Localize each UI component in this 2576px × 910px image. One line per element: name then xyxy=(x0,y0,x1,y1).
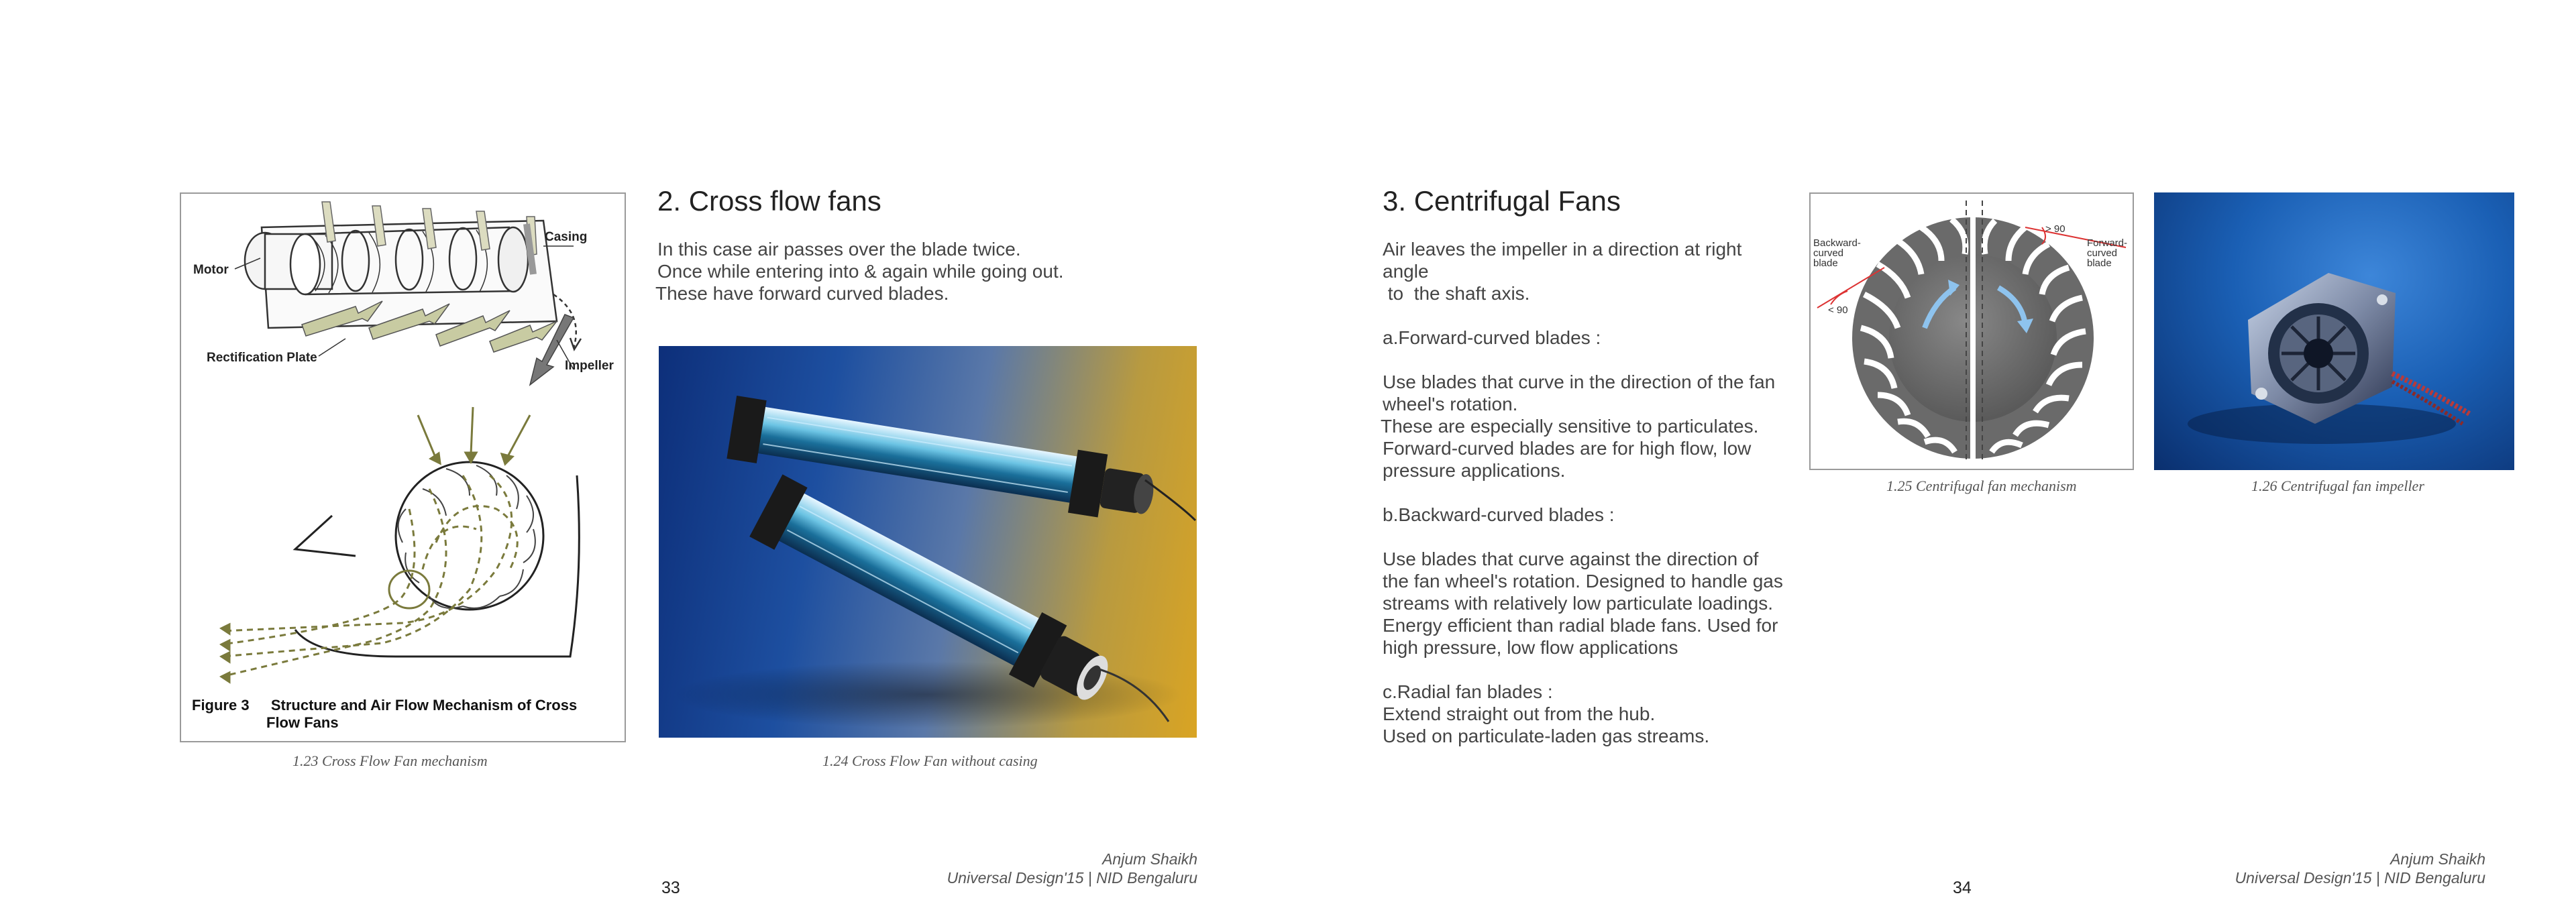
centrifugal-heading: 3. Centrifugal Fans xyxy=(1383,185,1621,217)
figure-3-number: Figure 3 xyxy=(192,697,250,714)
backward-line: Energy efficient than radial blade fans. Used for xyxy=(1383,615,1778,636)
centrifugal-text xyxy=(1383,238,1785,747)
impeller-label: Impeller xyxy=(565,359,614,373)
centrifugal-mechanism-svg xyxy=(1811,194,2133,469)
forward-line: These are especially sensitive to particulates. xyxy=(1381,416,1759,437)
forward-line: wheel's rotation. xyxy=(1383,394,1518,414)
cross-flow-paragraph xyxy=(657,238,1064,304)
left-footer xyxy=(926,850,1197,887)
figure-1-24-caption: 1.24 Cross Flow Fan without casing xyxy=(822,752,1038,769)
casing-label: Casing xyxy=(545,230,588,244)
radial-heading: c.Radial fan blades : xyxy=(1383,681,1553,702)
radial-line: Extend straight out from the hub. xyxy=(1383,703,1656,724)
figure-3-title-line1: Structure and Air Flow Mechanism of Cross xyxy=(270,697,578,714)
forward-line: pressure applications. xyxy=(1383,460,1566,481)
backward-line: high pressure, low flow applications xyxy=(1383,637,1678,658)
right-page-number: 34 xyxy=(1953,878,1972,897)
intro-line: to the shaft axis. xyxy=(1383,283,1530,304)
figure-3-title-line2: Flow Fans xyxy=(266,714,339,731)
figure-1-23-caption: 1.23 Cross Flow Fan mechanism xyxy=(292,752,488,769)
right-footer-institution: Universal Design'15 | NID Bengaluru xyxy=(2235,869,2485,887)
intro-line: Air leaves the impeller in a direction at right angle xyxy=(1383,239,1742,282)
cross-flow-line: Once while entering into & again while going out. xyxy=(657,261,1064,282)
cross-flow-diagram-svg xyxy=(181,194,625,741)
rectification-plate-label: Rectification Plate xyxy=(207,351,317,365)
figure-3-title xyxy=(192,697,577,714)
backward-curved-heading: b.Backward-curved blades : xyxy=(1383,504,1615,525)
backward-curved-label-2: curved xyxy=(1813,247,1844,259)
forward-line: Use blades that curve in the direction of the fan xyxy=(1383,372,1776,392)
figure-1-25-caption: 1.25 Centrifugal fan mechanism xyxy=(1886,477,2077,494)
left-page-number: 33 xyxy=(661,878,680,897)
cross-flow-fan-photo xyxy=(659,346,1197,738)
backward-curved-label-3: blade xyxy=(1813,258,1838,269)
figure-1-26-caption: 1.26 Centrifugal fan impeller xyxy=(2251,477,2424,494)
centrifugal-impeller-photo xyxy=(2154,192,2514,470)
backward-line: Use blades that curve against the direction of xyxy=(1383,549,1759,569)
backward-line: the fan wheel's rotation. Designed to handle gas xyxy=(1383,571,1783,591)
left-footer-author: Anjum Shaikh xyxy=(1102,850,1197,868)
backward-line: streams with relatively low particulate loadings. xyxy=(1383,593,1774,614)
centrifugal-mechanism-figure xyxy=(1809,192,2134,470)
right-footer xyxy=(2214,850,2485,887)
forward-curved-label-1: Forward- xyxy=(2087,237,2128,249)
motor-label: Motor xyxy=(193,263,229,277)
cross-flow-line: In this case air passes over the blade twice. xyxy=(657,239,1021,260)
cross-flow-line: These have forward curved blades. xyxy=(655,283,949,304)
forward-curved-heading: a.Forward-curved blades : xyxy=(1383,327,1601,348)
forward-curved-label-2: curved xyxy=(2087,247,2118,259)
forward-curved-label-3: blade xyxy=(2087,258,2112,269)
cross-flow-heading: 2. Cross flow fans xyxy=(657,185,881,217)
forward-line: Forward-curved blades are for high flow, low xyxy=(1383,438,1752,459)
centrifugal-impeller-photo-svg xyxy=(2154,192,2514,470)
cross-flow-fan-photo-svg xyxy=(659,346,1197,738)
left-footer-institution: Universal Design'15 | NID Bengaluru xyxy=(947,869,1197,887)
angle-gt-90-label: > 90 xyxy=(2045,223,2065,235)
right-footer-author: Anjum Shaikh xyxy=(2390,850,2485,868)
cross-flow-diagram-figure xyxy=(180,192,626,742)
radial-line: Used on particulate-laden gas streams. xyxy=(1383,726,1710,746)
backward-curved-label-1: Backward- xyxy=(1813,237,1861,249)
angle-lt-90-label: < 90 xyxy=(1828,304,1848,316)
